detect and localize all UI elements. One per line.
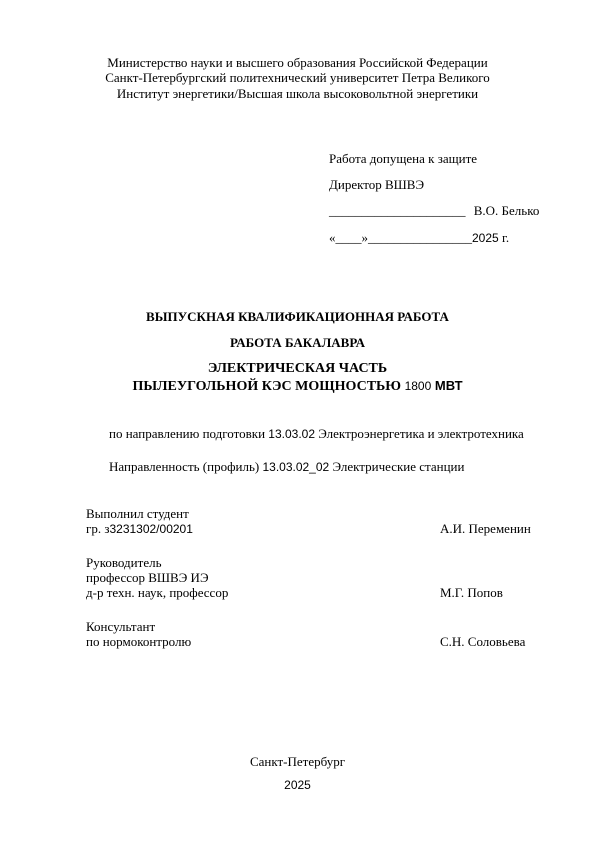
profile-code: 13.03.02_02 [262, 460, 330, 474]
topic-line-2 [0, 377, 595, 395]
date-blank: «____»________________ [329, 230, 472, 245]
approval-signature-line [329, 203, 539, 218]
topic-power-value: 1800 [404, 379, 432, 393]
consultant-name: С.Н. Соловьева [440, 634, 526, 649]
director-name: В.О. Белько [473, 203, 540, 218]
work-type-heading: ВЫПУСКНАЯ КВАЛИФИКАЦИОННАЯ РАБОТА [146, 309, 449, 324]
topic-power-unit: МВТ [431, 378, 463, 393]
supervisor-degree: д-р техн. наук, профессор [86, 585, 229, 600]
student-name: А.И. Переменин [440, 521, 531, 536]
consultant-area: по нормоконтролю [86, 634, 192, 649]
profile-name: Электрические станции [329, 459, 465, 474]
footer-city: Санкт-Петербург [249, 754, 346, 769]
approval-admitted: Работа допущена к защите [329, 151, 478, 166]
approval-date-line [329, 230, 509, 246]
degree-heading: РАБОТА БАКАЛАВРА [230, 335, 365, 350]
direction-name: Электроэнергетика и электротехника [315, 426, 524, 441]
footer-year: 2025 [284, 778, 311, 792]
direction-line [109, 426, 524, 442]
topic-line-2-text: ПЫЛЕУГОЛЬНОЙ КЭС МОЩНОСТЬЮ [132, 379, 405, 394]
direction-code: 13.03.02 [268, 427, 316, 441]
supervisor-name: М.Г. Попов [440, 585, 503, 600]
profile-prefix: Направленность (профиль) [109, 459, 263, 474]
supervisor-position: профессор ВШВЭ ИЭ [86, 570, 209, 585]
student-role: Выполнил студент [86, 506, 189, 521]
topic-line-1: ЭЛЕКТРИЧЕСКАЯ ЧАСТЬ [207, 361, 388, 376]
approval-director-title: Директор ВШВЭ [329, 177, 425, 192]
supervisor-role: Руководитель [86, 555, 162, 570]
date-suffix: г. [498, 230, 510, 245]
ministry-line: Министерство науки и высшего образования Российской Федерации [107, 55, 488, 70]
profile-line [109, 459, 464, 475]
date-year: 2025 [472, 231, 499, 245]
signature-blank: _____________________ [329, 203, 466, 218]
direction-prefix: по направлению подготовки [109, 426, 269, 441]
consultant-role: Консультант [86, 619, 156, 634]
student-group [86, 521, 193, 537]
student-group-code: 3231302/00201 [109, 522, 193, 536]
student-group-prefix: гр. з [86, 521, 110, 536]
university-line: Санкт-Петербургский политехнический университет Петра Великого [105, 70, 490, 85]
institute-line: Институт энергетики/Высшая школа высоковольтной энергетики [116, 86, 479, 101]
